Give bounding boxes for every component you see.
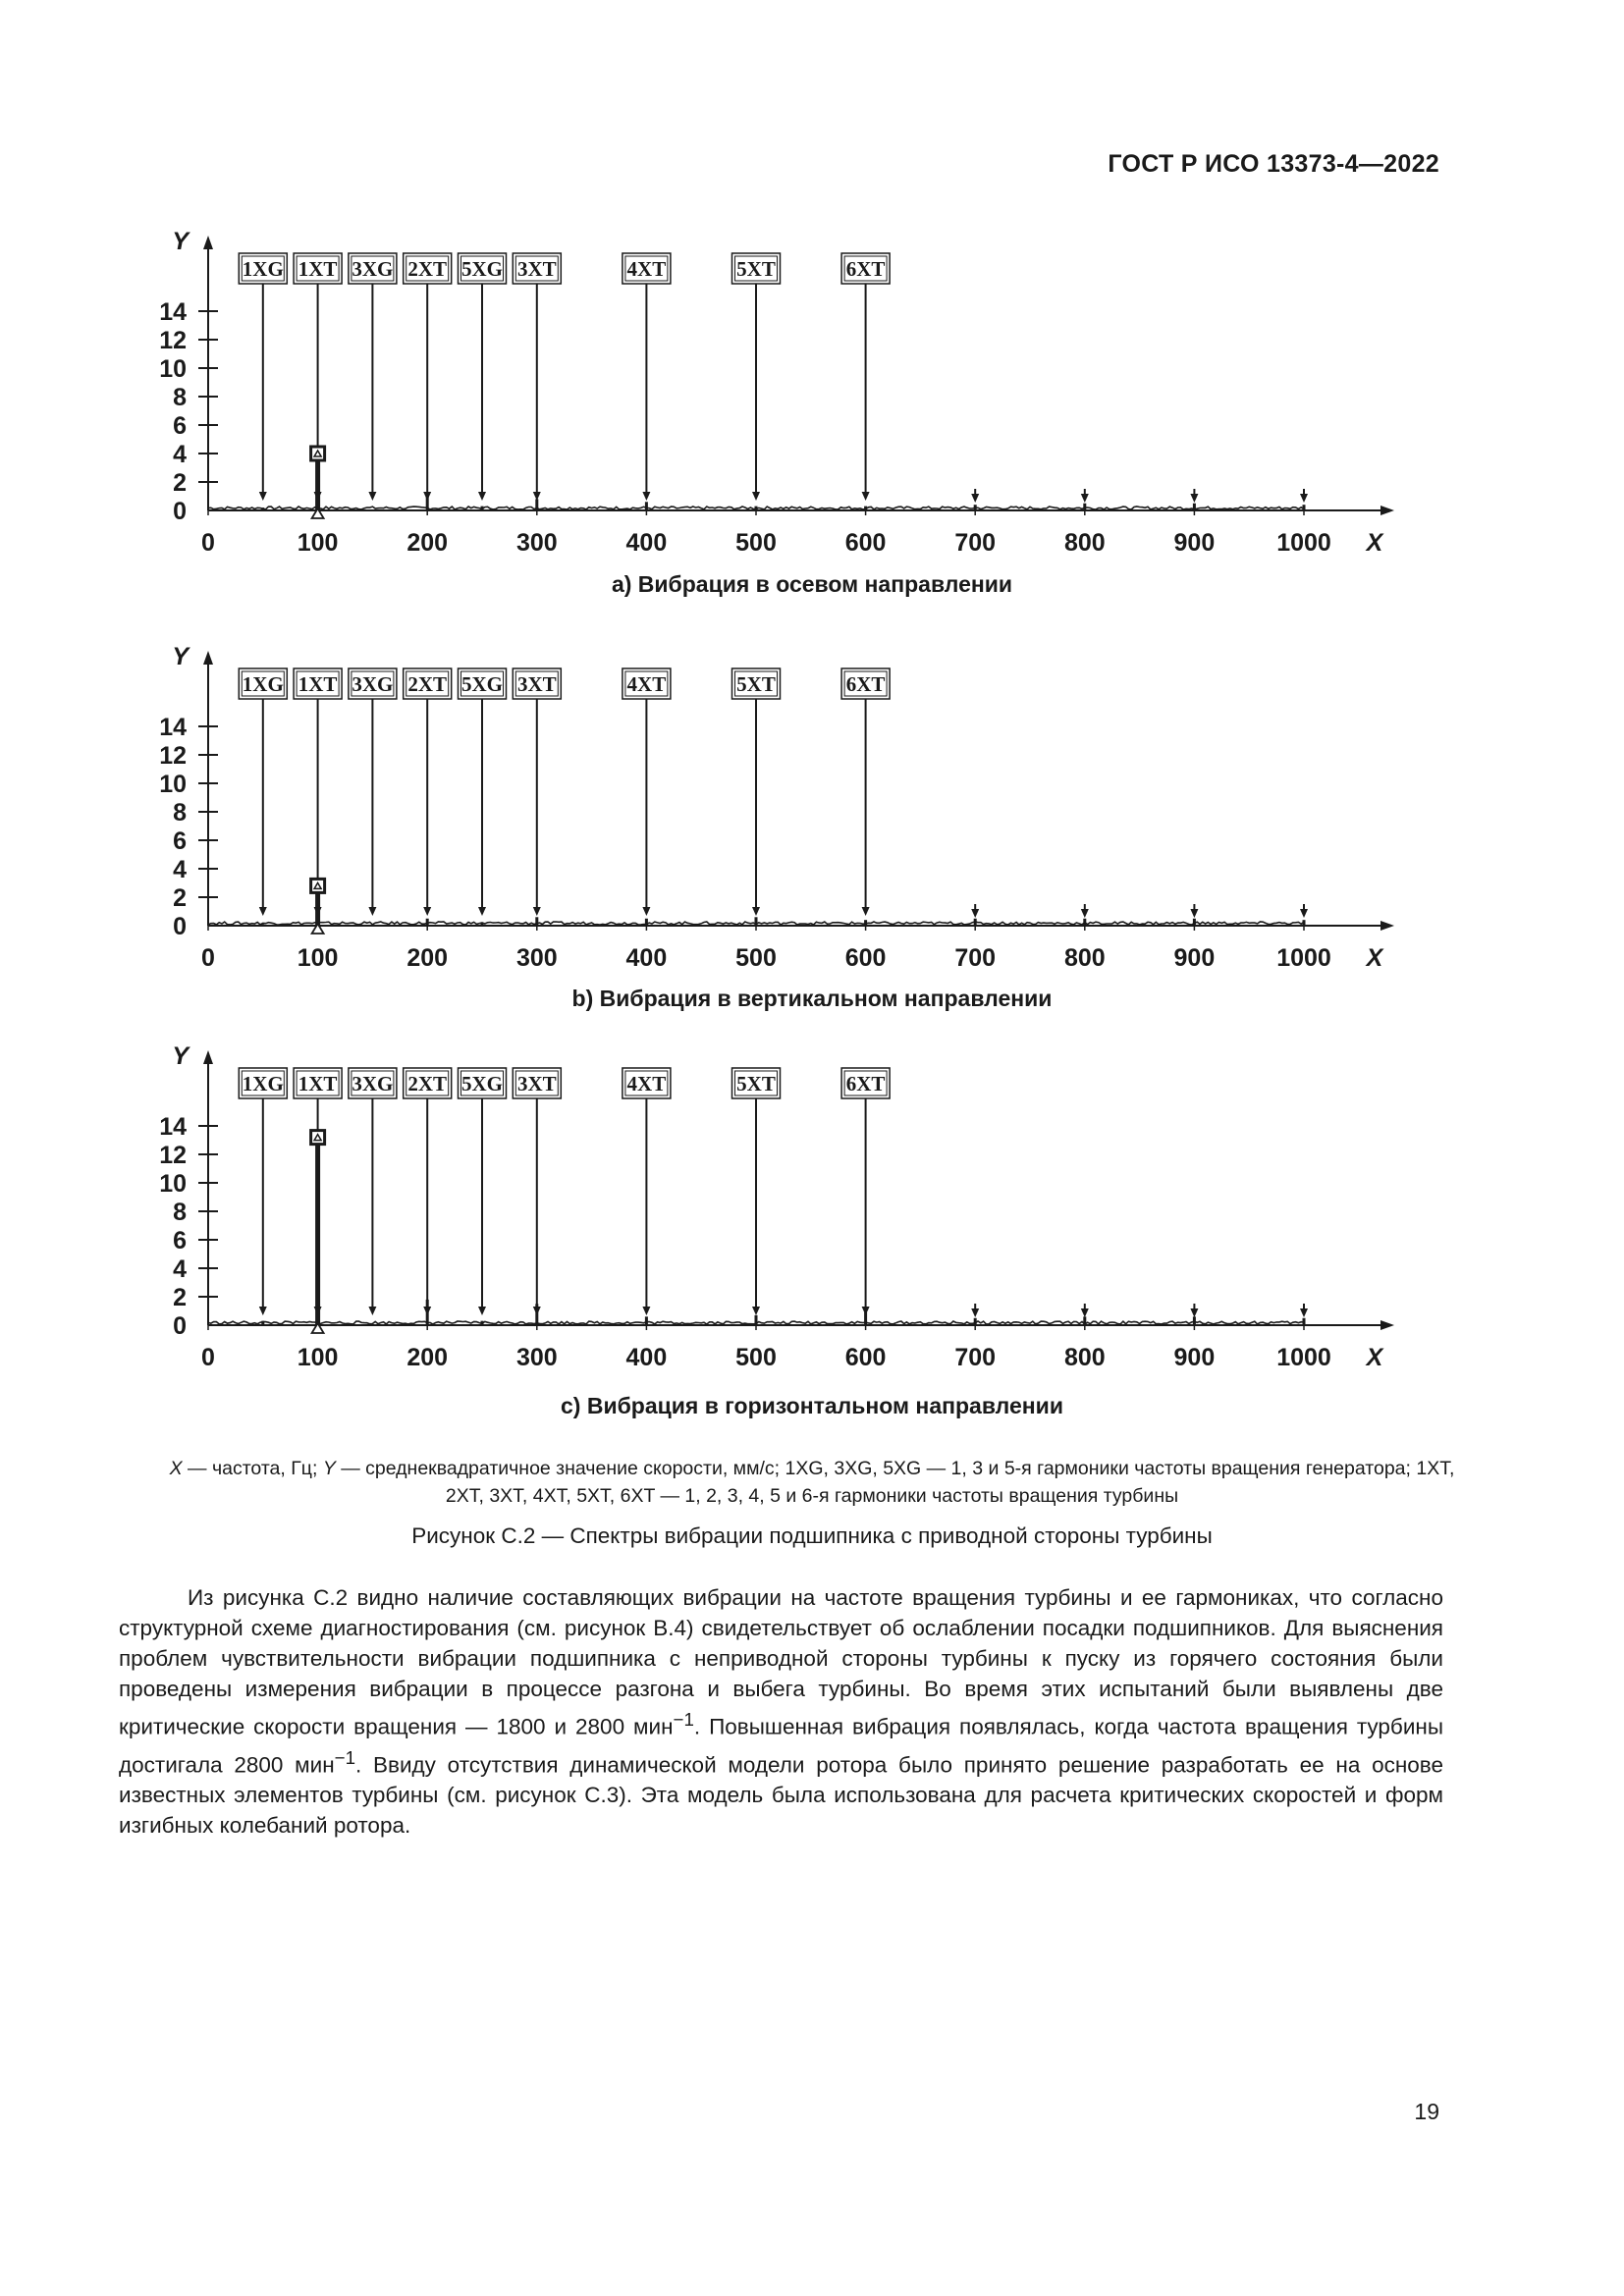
x-tick-label: 700 xyxy=(954,529,997,552)
x-tick-label: 500 xyxy=(735,1344,777,1366)
harmonic-label: 5XT xyxy=(736,1072,776,1095)
chart-svg xyxy=(147,228,1424,552)
paragraph-superscript-2: −1 xyxy=(334,1746,356,1768)
harmonic-label: 1XG xyxy=(242,1072,284,1095)
harmonic-marker-arrow xyxy=(642,492,650,501)
chart-caption-b: b) Вибрация в вертикальном направлении xyxy=(571,986,1053,1011)
spectrum-chart-a xyxy=(147,228,1424,552)
x-tick-label: 700 xyxy=(954,944,997,967)
legend-x-definition: — частота, Гц; xyxy=(182,1458,323,1479)
spectrum-chart-b xyxy=(147,643,1424,967)
y-tick-label: 12 xyxy=(159,1142,187,1169)
y-axis-variable: Y xyxy=(172,1042,189,1070)
chart-svg xyxy=(147,1042,1424,1366)
x-tick-label: 800 xyxy=(1063,944,1106,967)
x-tick-label: 0 xyxy=(201,1344,215,1366)
x-tick-label: 300 xyxy=(515,1344,558,1366)
harmonic-marker-arrow xyxy=(478,907,486,916)
minor-marker-arrow xyxy=(1300,494,1308,503)
y-tick-label: 12 xyxy=(159,742,187,770)
harmonic-label: 5XG xyxy=(461,257,503,281)
harmonic-marker-arrow xyxy=(642,1307,650,1315)
x-axis-variable: X xyxy=(1366,944,1383,967)
x-tick-label: 1000 xyxy=(1276,1344,1331,1366)
peak-marker-square xyxy=(311,447,325,460)
x-tick-label: 300 xyxy=(515,944,558,967)
x-tick-label: 900 xyxy=(1173,944,1216,967)
figure-caption: Рисунок С.2 — Спектры вибрации подшипника с приводной стороны турбины xyxy=(411,1523,1213,1548)
harmonic-label: 4XT xyxy=(626,1072,667,1095)
y-tick-label: 4 xyxy=(173,441,187,468)
harmonic-marker-arrow xyxy=(533,907,541,916)
harmonic-marker-arrow xyxy=(259,492,267,501)
body-paragraph xyxy=(119,1582,1443,1841)
x-tick-label: 800 xyxy=(1063,1344,1106,1366)
harmonic-label: 1XG xyxy=(242,257,284,281)
y-tick-label: 10 xyxy=(159,771,187,798)
harmonic-marker-arrow xyxy=(862,907,870,916)
minor-marker-arrow xyxy=(1190,1308,1198,1317)
harmonic-marker-arrow xyxy=(368,1307,376,1315)
harmonic-marker-arrow xyxy=(259,907,267,916)
harmonic-label: 6XT xyxy=(845,672,886,696)
x-tick-label: 700 xyxy=(954,1344,997,1366)
y-tick-label: 0 xyxy=(173,913,187,940)
y-tick-label: 10 xyxy=(159,355,187,383)
chart-caption-c: c) Вибрация в горизонтальном направлении xyxy=(561,1393,1063,1418)
x-axis-arrow xyxy=(1380,506,1394,515)
y-tick-label: 8 xyxy=(173,1199,187,1226)
x-tick-label: 600 xyxy=(844,944,887,967)
x-tick-label: 300 xyxy=(515,529,558,552)
peak-marker-square xyxy=(311,879,325,892)
x-tick-label: 0 xyxy=(201,529,215,552)
minor-marker-arrow xyxy=(1300,909,1308,918)
y-axis-arrow xyxy=(203,1050,213,1064)
minor-marker-arrow xyxy=(1081,1308,1089,1317)
paragraph-part-2: . Повышенная вибрация появлялась, когда частота вращения турбины достигала 2800 мин xyxy=(119,1714,1443,1777)
harmonic-label: 1XT xyxy=(298,257,338,281)
x-tick-label: 200 xyxy=(406,529,449,552)
chart-caption-a: a) Вибрация в осевом направлении xyxy=(611,571,1013,597)
y-tick-label: 2 xyxy=(173,884,187,912)
figure-legend xyxy=(167,1455,1457,1510)
x-tick-label: 400 xyxy=(625,1344,668,1366)
minor-marker-arrow xyxy=(1081,909,1089,918)
harmonic-marker-arrow xyxy=(368,492,376,501)
y-tick-label: 8 xyxy=(173,384,187,411)
minor-marker-arrow xyxy=(971,909,979,918)
x-tick-label: 100 xyxy=(297,944,339,967)
harmonic-label: 3XG xyxy=(352,257,394,281)
y-tick-label: 4 xyxy=(173,1255,187,1283)
harmonic-label: 1XG xyxy=(242,672,284,696)
x-axis-arrow xyxy=(1380,1320,1394,1330)
harmonic-label: 6XT xyxy=(845,257,886,281)
x-tick-label: 800 xyxy=(1063,529,1106,552)
x-tick-label: 200 xyxy=(406,1344,449,1366)
x-tick-label: 400 xyxy=(625,529,668,552)
minor-marker-arrow xyxy=(1190,494,1198,503)
x-tick-label: 1000 xyxy=(1276,944,1331,967)
minor-marker-arrow xyxy=(1300,1308,1308,1317)
x-axis-arrow xyxy=(1380,921,1394,931)
harmonic-label: 6XT xyxy=(845,1072,886,1095)
harmonic-label: 2XT xyxy=(407,1072,448,1095)
harmonic-label: 3XG xyxy=(352,672,394,696)
minor-marker-arrow xyxy=(1081,494,1089,503)
y-tick-label: 14 xyxy=(159,298,187,326)
document-header: ГОСТ Р ИСО 13373-4—2022 xyxy=(1108,150,1439,178)
harmonic-label: 2XT xyxy=(407,257,448,281)
harmonic-label: 1XT xyxy=(298,1072,338,1095)
harmonic-label: 5XG xyxy=(461,672,503,696)
y-axis-variable: Y xyxy=(172,228,189,255)
x-tick-label: 900 xyxy=(1173,529,1216,552)
harmonic-label: 3XT xyxy=(516,672,557,696)
y-tick-label: 2 xyxy=(173,1284,187,1311)
minor-marker-arrow xyxy=(971,494,979,503)
harmonic-marker-arrow xyxy=(862,492,870,501)
x-axis-variable: X xyxy=(1366,529,1383,552)
minor-marker-arrow xyxy=(1190,909,1198,918)
y-tick-label: 4 xyxy=(173,856,187,883)
harmonic-marker-arrow xyxy=(642,907,650,916)
y-tick-label: 6 xyxy=(173,412,187,440)
x-tick-label: 500 xyxy=(735,529,777,552)
chart-svg xyxy=(147,643,1424,967)
y-tick-label: 6 xyxy=(173,1227,187,1255)
x-tick-label: 600 xyxy=(844,529,887,552)
harmonic-marker-arrow xyxy=(423,907,431,916)
harmonic-label: 3XG xyxy=(352,1072,394,1095)
x-tick-label: 500 xyxy=(735,944,777,967)
paragraph-part-1: Из рисунка С.2 видно наличие составляющих вибрации на частоте вращения турбины и ее гармониках, что согласно структурной схеме диагностирования (см. рисунок В.4) свидетельствует об ослаблении посадки подшипников. Для выяснения проблем чувствительности вибрации подшипника с неприводной стороны турбины к пуску из горячего состояния были проведены измерения вибрации в процессе разгона и выбега турбины. Во время этих испытаний были выявлены две критические скорости вращения — 1800 и 2800 мин xyxy=(119,1585,1443,1739)
harmonic-marker-arrow xyxy=(478,1307,486,1315)
paragraph-superscript-1: −1 xyxy=(673,1709,694,1730)
x-tick-label: 1000 xyxy=(1276,529,1331,552)
harmonic-label: 5XT xyxy=(736,257,776,281)
x-tick-label: 0 xyxy=(201,944,215,967)
y-tick-label: 10 xyxy=(159,1170,187,1198)
y-tick-label: 0 xyxy=(173,498,187,525)
harmonic-label: 2XT xyxy=(407,672,448,696)
legend-y-symbol: Y xyxy=(322,1458,336,1479)
y-tick-label: 12 xyxy=(159,327,187,354)
y-tick-label: 14 xyxy=(159,1113,187,1141)
harmonic-marker-arrow xyxy=(752,1307,760,1315)
x-tick-label: 400 xyxy=(625,944,668,967)
x-tick-label: 100 xyxy=(297,529,339,552)
peak-marker-square xyxy=(311,1131,325,1145)
legend-x-symbol: X xyxy=(169,1458,183,1479)
x-axis-variable: X xyxy=(1366,1344,1383,1366)
spectrum-chart-c xyxy=(147,1042,1424,1366)
x-tick-label: 200 xyxy=(406,944,449,967)
x-tick-label: 100 xyxy=(297,1344,339,1366)
y-tick-label: 8 xyxy=(173,799,187,827)
harmonic-marker-arrow xyxy=(368,907,376,916)
y-axis-variable: Y xyxy=(172,643,189,670)
x-tick-label: 600 xyxy=(844,1344,887,1366)
harmonic-marker-arrow xyxy=(259,1307,267,1315)
harmonic-marker-arrow xyxy=(752,492,760,501)
minor-marker-arrow xyxy=(971,1308,979,1317)
legend-y-definition: — среднеквадратичное значение скорости, мм/с; 1XG, 3XG, 5XG — 1, 3 и 5-я гармоники частоты вращения генератора; 1XT, 2XT, 3XT, 4XT, 5XT, 6XT — 1, 2, 3, 4, 5 и 6-я гармоники частоты вращения турбины xyxy=(335,1458,1455,1507)
page-number: 19 xyxy=(1414,2099,1439,2124)
harmonic-label: 4XT xyxy=(626,672,667,696)
harmonic-label: 5XT xyxy=(736,672,776,696)
harmonic-label: 5XG xyxy=(461,1072,503,1095)
y-axis-arrow xyxy=(203,236,213,249)
harmonic-label: 1XT xyxy=(298,672,338,696)
harmonic-label: 3XT xyxy=(516,257,557,281)
harmonic-marker-arrow xyxy=(752,907,760,916)
y-axis-arrow xyxy=(203,651,213,665)
y-tick-label: 6 xyxy=(173,828,187,855)
harmonic-marker-arrow xyxy=(478,492,486,501)
harmonic-label: 4XT xyxy=(626,257,667,281)
x-tick-label: 900 xyxy=(1173,1344,1216,1366)
paragraph-part-3: . Ввиду отсутствия динамической модели ротора было принято решение разработать ее на основе известных элементов турбины (см. рисунок С.3). Эта модель была использована для расчета критических скоростей и форм изгибных колебаний ротора. xyxy=(119,1752,1443,1838)
harmonic-label: 3XT xyxy=(516,1072,557,1095)
y-tick-label: 14 xyxy=(159,714,187,741)
y-tick-label: 0 xyxy=(173,1312,187,1340)
y-tick-label: 2 xyxy=(173,469,187,497)
